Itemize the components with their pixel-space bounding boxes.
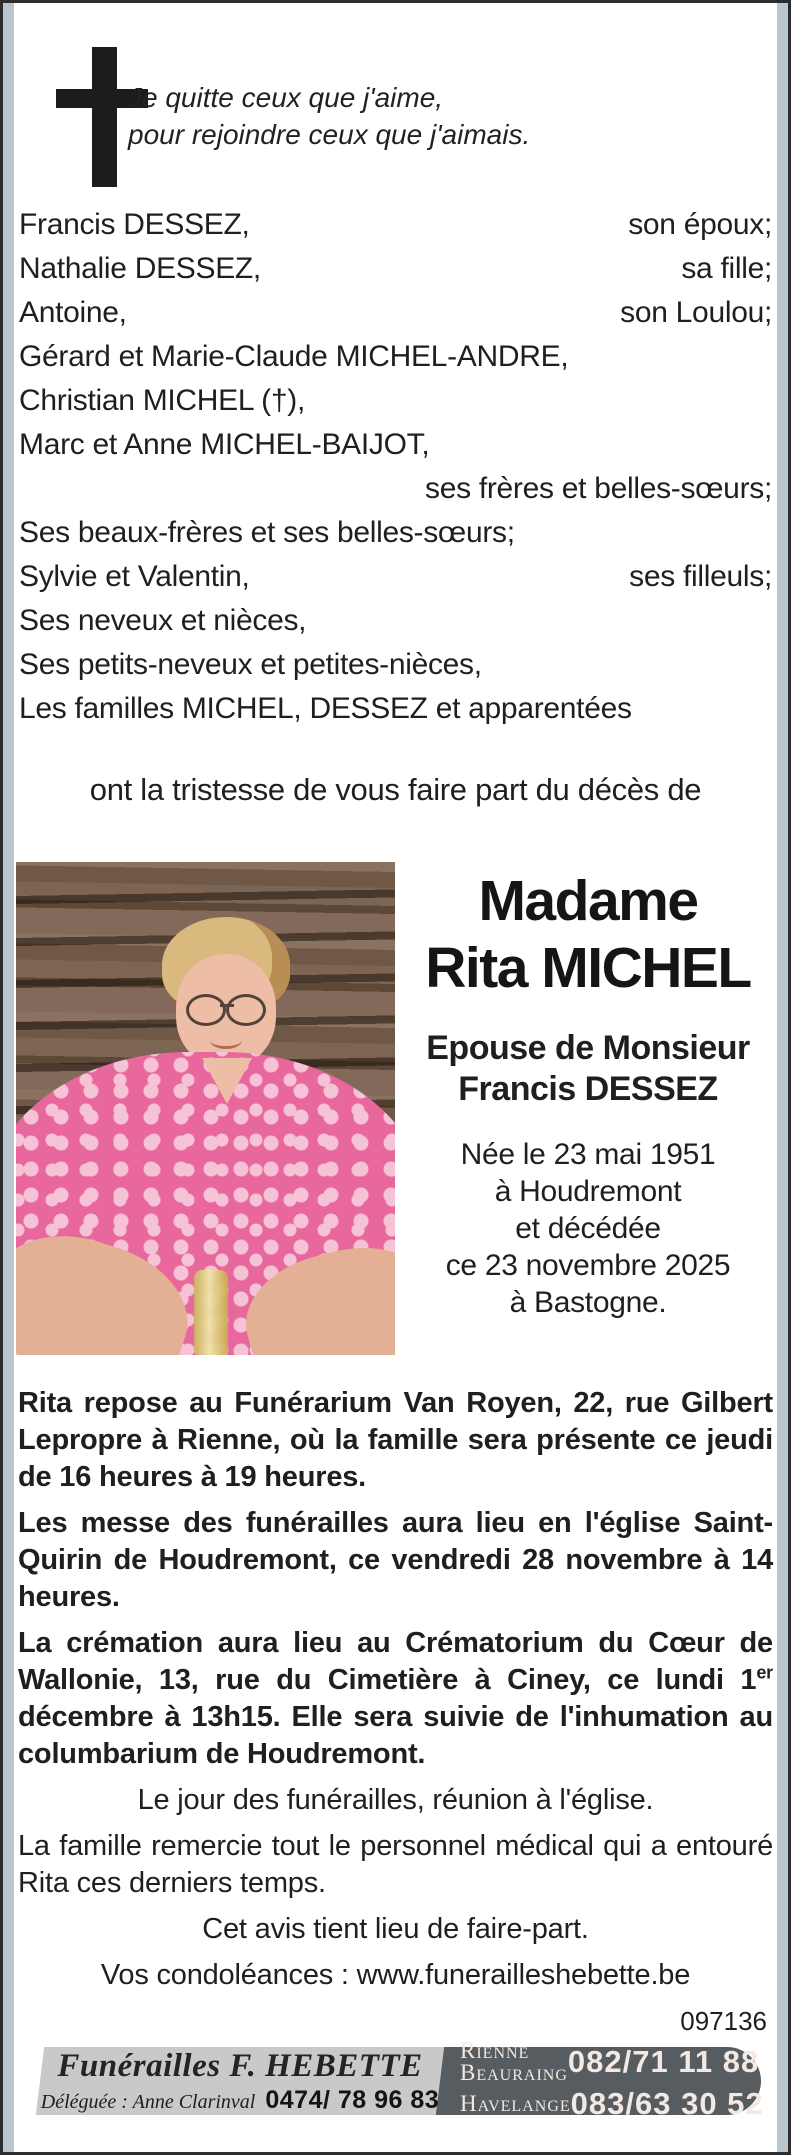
mourner-name: Francis DESSEZ, [19,208,250,241]
mourner-row [19,604,772,648]
location-names [460,2040,568,2084]
glasses-bridge [220,1004,234,1007]
deceased-title: Madame [478,869,698,933]
mourner-row [19,252,772,296]
mourner-relation: ses filleuls; [629,560,772,593]
spouse-block [401,1028,775,1110]
death-date-line: ce 23 novembre 2025 [445,1249,731,1282]
mourner-row [19,208,772,252]
death-place-line: à Bastogne. [509,1286,667,1319]
location-names [460,2093,571,2115]
announcement-line: ont la tristesse de vous faire part du décès de [89,772,702,807]
thanks-paragraph: La famille remercie tout le personnel médical qui a entouré Rita ces derniers temps. [18,1830,773,1899]
mourner-name: Christian MICHEL (†), [19,384,305,417]
banner-locations-panel [404,2038,764,2121]
spouse-line-2: Francis DESSEZ [458,1070,718,1108]
death-intro-line: et décédée [515,1212,661,1245]
cremation-text-2: décembre à 13h15. Elle sera suivie de l'inhumation au columbarium de Houdremont. [18,1701,773,1770]
left-edge-strip [3,3,14,2152]
location-name: Havelange [460,2091,571,2116]
glasses-right-lens [226,994,266,1026]
reference-number: 097136 [680,2006,767,2036]
deceased-identity [395,862,775,1355]
mourner-relation: ses frères et belles-sœurs; [425,472,772,505]
delegate-line [41,2086,439,2115]
mourner-name: Antoine, [19,296,127,329]
location-name: Beauraing [460,2060,568,2085]
location-phone: 083/63 30 52 [570,2086,764,2121]
banner-name-panel [36,2047,444,2115]
condolences-website-line: Vos condoléances : www.funerailleshebette.be [100,1959,691,1991]
champagne-glass [194,1270,228,1355]
mourner-relation: son Loulou; [620,296,772,329]
mourner-row [19,648,772,692]
mourner-name: Nathalie DESSEZ, [19,252,261,285]
mourner-name: Gérard et Marie-Claude MICHEL-ANDRE, [19,340,569,373]
quote-line-2: pour rejoindre ceux que j'aimais. [128,119,531,150]
deceased-title-name [401,868,775,1002]
mourner-row [19,692,772,736]
header [16,3,775,208]
wake-paragraph: Rita repose au Funérarium Van Royen, 22, rue Gilbert Lepropre à Rienne, où la famille sera présente ce jeudi de 16 heures à 19 heures. [18,1387,773,1493]
cremation-paragraph [18,1625,773,1773]
location-row [460,2038,760,2085]
right-edge-strip [777,3,788,2152]
mourner-relation: sa fille; [681,252,772,285]
delegate-phone: 0474/ 78 96 83 [265,2085,440,2114]
mourner-row [19,428,772,472]
mourner-row [19,340,772,384]
delegate-label: Déléguée : Anne Clarinval [40,2090,256,2113]
mourner-name: Marc et Anne MICHEL-BAIJOT, [19,428,430,461]
quote-line-1: Je quitte ceux que j'aime, [128,82,444,113]
mourners-list [16,208,775,736]
mass-paragraph: Les messe des funérailles aura lieu en l'église Saint-Quirin de Houdremont, ce vendredi 28 novembre à 14 heures. [18,1507,773,1613]
birth-line: Née le 23 mai 1951 [460,1138,716,1171]
mourner-name: Ses beaux-frères et ses belles-sœurs; [19,516,515,549]
photo-smile [210,1032,242,1049]
deceased-name: Rita MICHEL [425,936,751,1000]
life-dates-block [401,1136,775,1321]
mourner-name: Ses neveux et nièces, [19,604,307,637]
cross-vertical-bar [92,47,117,187]
mourner-row [19,384,772,428]
notice-content [16,3,775,2152]
location-row [460,2086,764,2122]
mourner-row [19,560,772,604]
memorial-quote [128,79,530,153]
body-text [16,1385,775,2037]
location-phone: 082/71 11 88 [567,2044,760,2079]
gathering-line: Le jour des funérailles, réunion à l'église. [137,1784,654,1816]
faire-part-line: Cet avis tient lieu de faire-part. [202,1913,589,1945]
ordinal-superscript: er [756,1662,773,1683]
funeral-home-banner [32,2038,764,2121]
mourner-name: Sylvie et Valentin, [19,560,250,593]
location-name: Rienne [460,2038,530,2063]
main-row [16,862,775,1355]
banner-name-panel-inner [40,2047,440,2115]
photo-face [176,954,276,1066]
glasses-left-lens [186,994,226,1026]
funeral-home-name: Funérailles F. HEBETTE [57,2047,423,2084]
mourner-name: Les familles MICHEL, DESSEZ et apparentées [19,692,632,725]
mourner-relation: son époux; [628,208,772,241]
mourner-name: Ses petits-neveux et petites-nièces, [19,648,482,681]
birth-place-line: à Houdremont [494,1175,682,1208]
mourner-row [19,296,772,340]
portrait-photo [16,862,395,1355]
cremation-text-1: La crémation aura lieu au Crématorium du Cœur de Wallonie, 13, rue du Cimetière à Ciney, ce lundi 1 [18,1627,773,1696]
mourner-row [19,472,772,516]
mourner-row [19,516,772,560]
spouse-line-1: Epouse de Monsieur [426,1029,750,1067]
